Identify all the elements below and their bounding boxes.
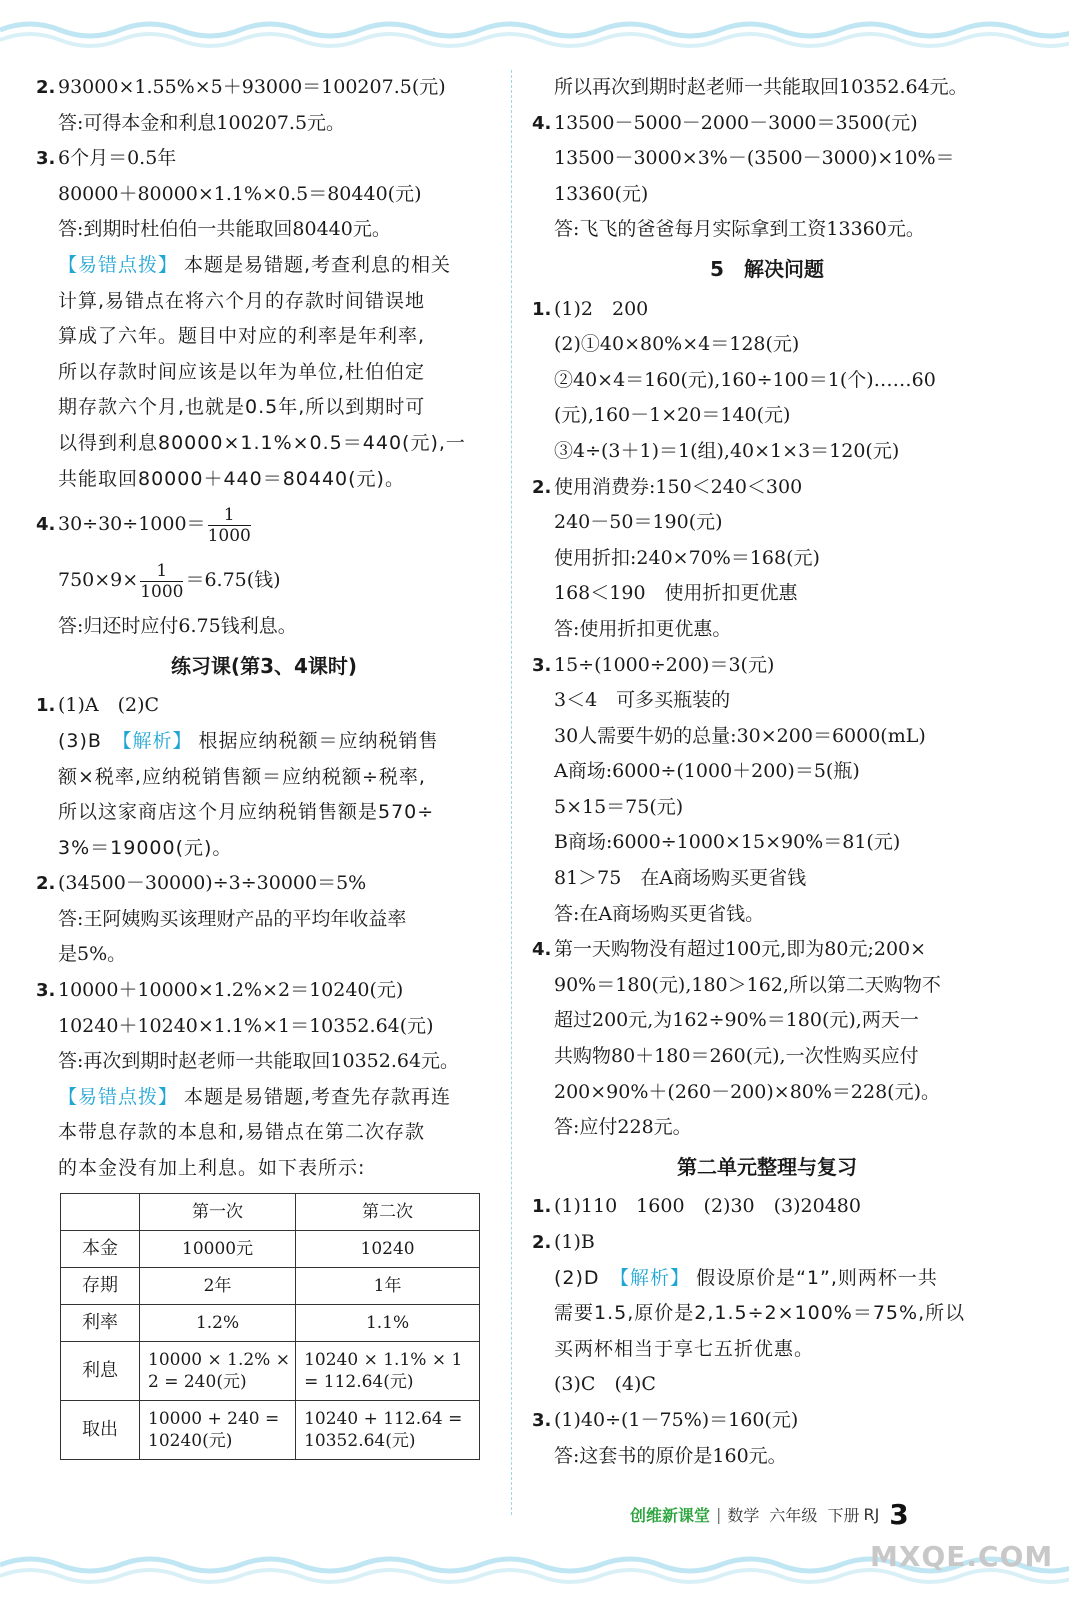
item-number: 4. (532, 939, 552, 961)
s5q3-line: B商场:6000÷1000×15×90%＝81(元) (554, 831, 901, 854)
tip-text: 本题是易错题,考查先存款再连 (184, 1085, 452, 1108)
q4-formula: 750×9× (58, 569, 139, 592)
q4 (36, 497, 492, 553)
p1-answers: (1)A (2)C (58, 694, 160, 717)
table-header-row (61, 1193, 480, 1230)
p3-formula: 10240＋10240×1.1%×1＝10352.64(元) (58, 1014, 434, 1037)
item-number: 2. (532, 1232, 552, 1253)
fraction-denominator: 1000 (140, 581, 184, 602)
watermark: MXQE.COM (870, 1540, 1054, 1573)
q4-result: ＝6.75(钱) (185, 569, 281, 592)
table-cell: 10240 (296, 1230, 480, 1267)
analysis-line: 需要1.5,原价是2,1.5÷2×100%＝75%,所以 (554, 1302, 966, 1325)
fraction (208, 505, 251, 546)
item-number: 2. (36, 873, 56, 895)
tip1-line: 所以存款时间应该是以年为单位,杜伯伯定 (58, 360, 426, 383)
s5q2-line: 240－50＝190(元) (554, 511, 723, 534)
p3 (36, 973, 492, 1009)
analysis-line: 额×税率,应纳税销售额＝应纳税额÷税率, (58, 765, 426, 788)
s5q2-line: 使用消费券:150＜240＜300 (554, 475, 803, 498)
r2-analysis (532, 1261, 1002, 1297)
fraction-denominator: 1000 (207, 525, 251, 546)
brand-name: 创维新课堂 (630, 1505, 711, 1525)
item-number: 4. (36, 514, 56, 536)
s5q4-line: 共购物80＋180＝260(元),一次性购买应付 (554, 1045, 919, 1068)
p2-answer: 是5%。 (58, 943, 127, 966)
section-title: 5 解决问题 (710, 256, 824, 281)
s5q4 (532, 932, 1002, 968)
r2-answer: (2)D (554, 1266, 620, 1289)
tip2-line (36, 1080, 492, 1116)
q2-answer: 答:可得本金和利息100207.5元。 (58, 111, 346, 134)
table-header: 第二次 (296, 1193, 480, 1230)
table-header: 第一次 (140, 1193, 296, 1230)
s5q4-line: 超过200元,为162÷90%＝180(元),两天一 (554, 1009, 919, 1032)
r2 (532, 1225, 1002, 1261)
item-number: 3. (532, 1409, 552, 1431)
s5q3-line: 81＞75 在A商场购买更省钱 (554, 867, 807, 890)
analysis-text: 假设原价是“1”,则两杯一共 (696, 1266, 938, 1289)
q3-formula: 80000＋80000×1.1%×0.5＝80440(元) (58, 182, 422, 205)
section-title: 练习课(第3、4课时) (170, 653, 358, 678)
q3-line: 6个月＝0.5年 (58, 147, 177, 170)
item-number: 1. (36, 695, 56, 717)
p1-analysis (36, 724, 492, 760)
s5q1-line: ②40×4＝160(元),160÷100＝1(个)……60 (554, 368, 936, 391)
tip1-line: 共能取回80000＋440＝80440(元)。 (58, 467, 405, 490)
row-label: 本金 (61, 1230, 140, 1267)
q4-formula: 30÷30÷1000＝ (58, 513, 206, 536)
table-cell: 10000 × 1.2% × 2 = 240(元) (140, 1341, 296, 1400)
volume: 下册 (827, 1505, 860, 1525)
tip2-line: 的本金没有加上利息。如下表所示: (58, 1157, 366, 1180)
right-column (532, 70, 1002, 1474)
p1 (36, 688, 492, 724)
item-number: 3. (36, 148, 56, 170)
separator: | (716, 1504, 722, 1524)
table-cell: 10240 + 112.64 = 10352.64(元) (296, 1400, 480, 1459)
s5q3-line: 5×15＝75(元) (554, 795, 684, 818)
q2-formula: 93000×1.55%×5＋93000＝100207.5(元) (58, 76, 446, 98)
p3-answer: 答:再次到期时赵老师一共能取回10352.64元。 (58, 1050, 460, 1073)
table-cell: 2年 (140, 1267, 296, 1304)
table-row (61, 1267, 480, 1304)
r1-answers: (1)110 1600 (2)30 (3)20480 (554, 1195, 861, 1218)
p2-formula: (34500－30000)÷3÷30000＝5% (58, 872, 367, 895)
table-cell: 10000 + 240 = 10240(元) (140, 1400, 296, 1459)
table-cell: 1.2% (140, 1304, 296, 1341)
analysis-text: 根据应纳税额＝应纳税销售 (198, 729, 439, 752)
item-number: 2. (532, 476, 552, 498)
interest-table (60, 1193, 480, 1460)
rq4-answer: 答:飞飞的爸爸每月实际拿到工资13360元。 (554, 218, 925, 241)
analysis-line: 所以这家商店这个月应纳税销售额是570÷ (58, 801, 435, 824)
s5q2-line: 使用折扣:240×70%＝168(元) (554, 546, 820, 569)
s5q4-line: 200×90%＋(260－200)×80%＝228(元)。 (554, 1080, 941, 1103)
table-row (61, 1400, 480, 1459)
r2-answers: (3)C (4)C (554, 1373, 656, 1396)
tip1-line: 期存款六个月,也就是0.5年,所以到期时可 (58, 396, 426, 419)
tip-label: 【易错点拨】 (58, 1085, 179, 1108)
s5q1-line: ③4÷(3＋1)＝1(组),40×1×3＝120(元) (554, 439, 900, 462)
table-row (61, 1341, 480, 1400)
table-cell: 1.1% (296, 1304, 480, 1341)
s5q3-line: A商场:6000÷(1000＋200)＝5(瓶) (554, 760, 860, 783)
continued-line: 所以再次到期时赵老师一共能取回10352.64元。 (554, 76, 968, 98)
tip1-line: 计算,易错点在将六个月的存款时间错误地 (58, 289, 426, 312)
row-label: 利息 (61, 1341, 140, 1400)
edition: RJ (863, 1504, 880, 1524)
row-label: 取出 (61, 1400, 140, 1459)
table-cell: 10000元 (140, 1230, 296, 1267)
s5q2-answer: 答:使用折扣更优惠。 (554, 617, 732, 640)
analysis-label: 【解析】 (121, 729, 193, 752)
page-footer (630, 1494, 1050, 1534)
s5q1-line: (元),160－1×20＝140(元) (554, 404, 791, 427)
q4-answer: 答:归还时应付6.75钱利息。 (58, 615, 297, 638)
table-header (61, 1193, 140, 1230)
s5q3-line: 15÷(1000÷200)＝3(元) (554, 653, 775, 676)
q4-line2 (36, 553, 492, 609)
item-number: 1. (532, 1196, 552, 1218)
q3-answer: 答:到期时杜伯伯一共能取回80440元。 (58, 218, 391, 241)
r3-formula: (1)40÷(1－75%)＝160(元) (554, 1408, 799, 1431)
item-number: 4. (532, 112, 552, 134)
s5q2 (532, 470, 1002, 506)
fraction-numerator: 1 (208, 505, 251, 526)
grade: 六年级 (769, 1505, 818, 1525)
p1-answer-3: (3)B (58, 729, 122, 752)
fraction-numerator: 1 (140, 561, 183, 582)
page-number: 3 (889, 1497, 909, 1531)
rq4-formula: 13500－5000－2000－3000＝3500(元) (554, 111, 918, 134)
p2-answer: 答:王阿姨购买该理财产品的平均年收益率 (58, 907, 407, 930)
r1 (532, 1189, 1002, 1225)
s5q3-answer: 答:在A商场购买更省钱。 (554, 902, 765, 925)
r2-answer: (1)B (554, 1231, 595, 1253)
item-number: 3. (532, 654, 552, 676)
top-wave-decoration (0, 0, 1069, 60)
p2 (36, 866, 492, 902)
item-number: 1. (532, 298, 552, 320)
s5q3 (532, 648, 1002, 684)
subject: 数学 (727, 1505, 760, 1525)
rq4-formula: 13360(元) (554, 182, 649, 205)
s5q1-line: (2)①40×80%×4＝128(元) (554, 333, 800, 356)
section-title: 第二单元整理与复习 (677, 1154, 857, 1179)
s5q4-line: 90%＝180(元),180＞162,所以第二天购物不 (554, 973, 941, 996)
tip1-line: 算成了六年。题目中对应的利率是年利率, (58, 325, 426, 348)
tip1-line (36, 248, 492, 284)
left-column (36, 70, 492, 1460)
row-label: 利率 (61, 1304, 140, 1341)
analysis-label: 【解析】 (619, 1266, 691, 1289)
s5q4-answer: 答:应付228元。 (554, 1116, 692, 1139)
s5q3-line: 3＜4 可多买瓶装的 (554, 689, 731, 712)
s5q2-line: 168＜190 使用折扣更优惠 (554, 582, 798, 605)
column-divider (511, 70, 512, 1515)
s5q3-line: 30人需要牛奶的总量:30×200＝6000(mL) (554, 724, 926, 747)
rq4-formula: 13500－3000×3%－(3500－3000)×10%＝ (554, 147, 955, 170)
table-row (61, 1304, 480, 1341)
s5q4-line: 第一天购物没有超过100元,即为80元;200× (554, 938, 927, 961)
p3-formula: 10000＋10000×1.2%×2＝10240(元) (58, 979, 404, 1002)
s5q1-line: (1)2 200 (554, 297, 649, 320)
rq4 (532, 106, 1002, 142)
table-cell: 1年 (296, 1267, 480, 1304)
item-number: 3. (36, 980, 56, 1002)
r3 (532, 1403, 1002, 1439)
r3-answer: 答:这套书的原价是160元。 (554, 1444, 787, 1467)
row-label: 存期 (61, 1267, 140, 1304)
q2 (36, 70, 492, 106)
analysis-line: 3%＝19000(元)。 (58, 836, 233, 859)
tip1-line: 以得到利息80000×1.1%×0.5＝440(元),一 (58, 431, 466, 454)
table-cell: 10240 × 1.1% × 1 = 112.64(元) (296, 1341, 480, 1400)
analysis-line: 买两杯相当于享七五折优惠。 (554, 1337, 815, 1360)
tip-text: 本题是易错题,考查利息的相关 (184, 253, 452, 276)
tip-label: 【易错点拨】 (58, 253, 179, 276)
table-row (61, 1230, 480, 1267)
tip2-line: 本带息存款的本息和,易错点在第二次存款 (58, 1121, 426, 1144)
q3 (36, 141, 492, 177)
item-number: 2. (36, 77, 56, 98)
fraction (140, 561, 183, 602)
s5q1 (532, 292, 1002, 328)
